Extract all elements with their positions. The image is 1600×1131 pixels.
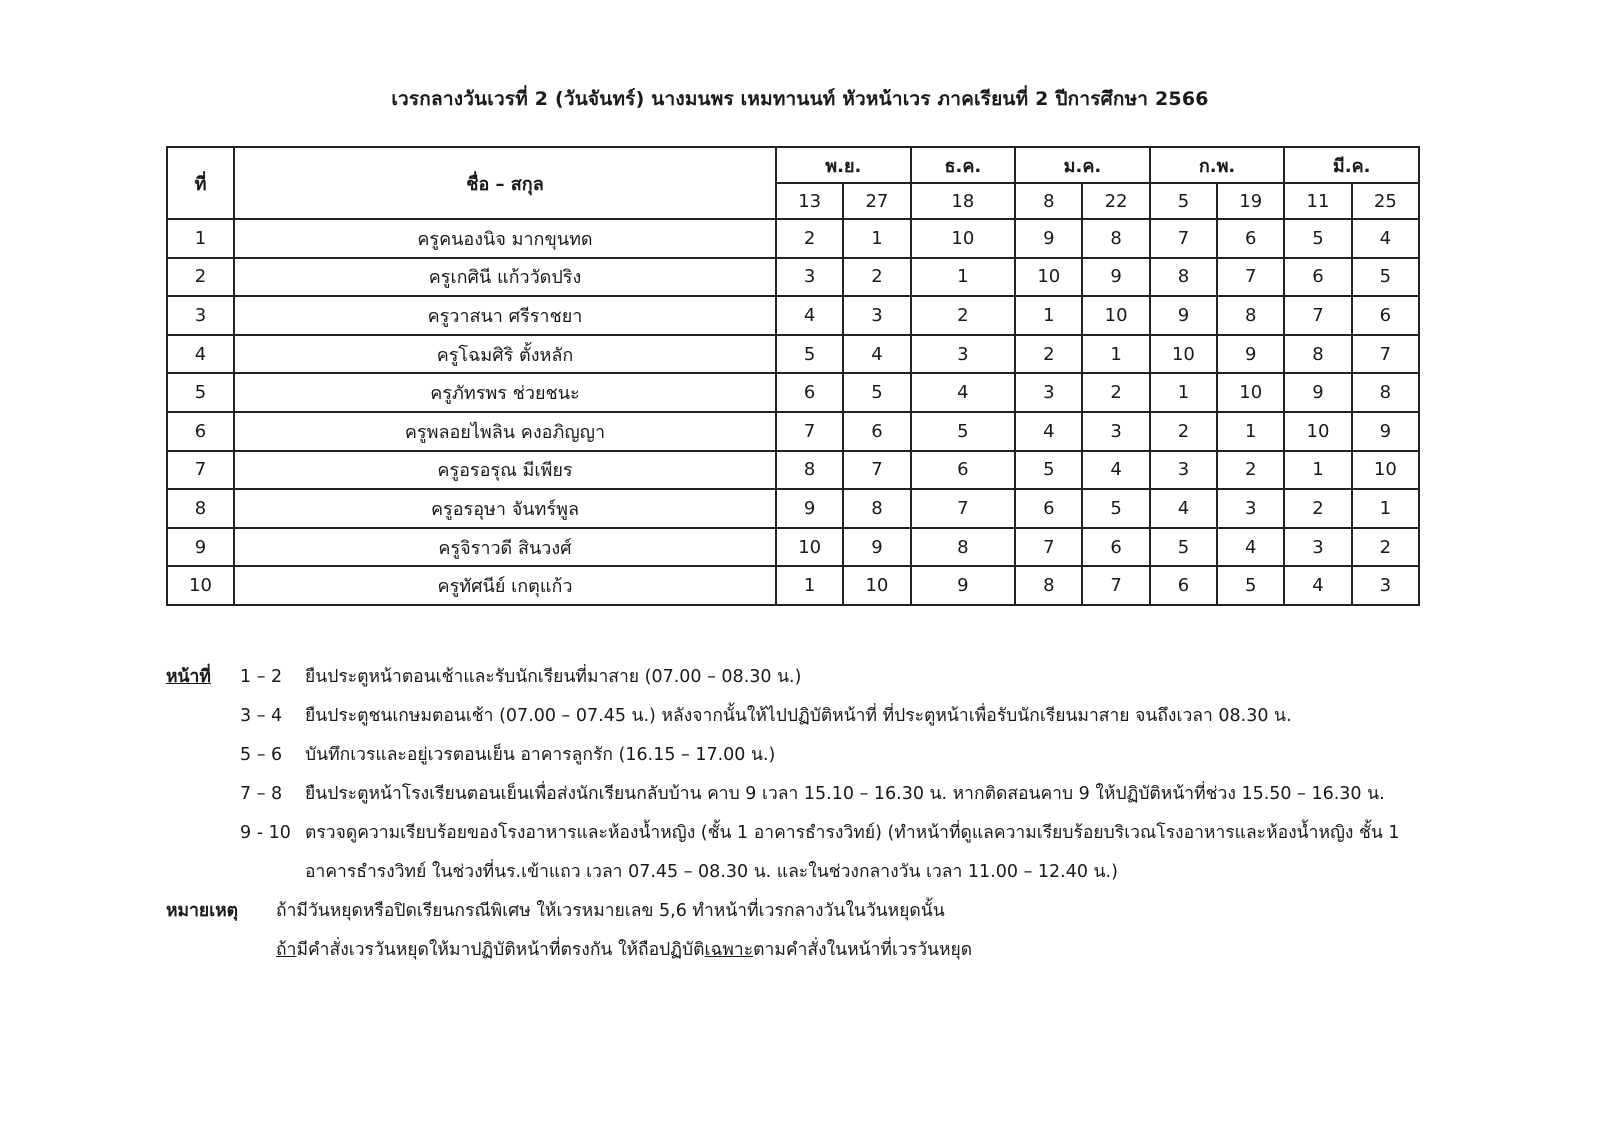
duty-number-cell: 4 — [1352, 219, 1419, 258]
duty-number-cell: 8 — [911, 528, 1016, 567]
duty-number-cell: 4 — [1284, 566, 1351, 605]
duty-number-cell: 1 — [1015, 296, 1082, 335]
duty-number-cell: 10 — [1284, 412, 1351, 451]
row-number: 6 — [167, 412, 234, 451]
duty-description: ยืนประตูชนเกษมตอนเช้า (07.00 – 07.45 น.) หลังจากนั้นให้ไปปฏิบัติหน้าที่ ที่ประตูหน้าเพื่อรับนักเรียนมาสาย จนถึงเวลา 08.30 น. — [305, 706, 1292, 726]
duty-number-cell: 4 — [1082, 451, 1149, 490]
table-row — [167, 335, 1419, 374]
duty-number-cell: 10 — [911, 219, 1016, 258]
duty-number-cell: 6 — [911, 451, 1016, 490]
month-header-row — [167, 147, 1419, 183]
duty-schedule-table — [166, 146, 1420, 606]
remark-line-2-d: ตามคำสั่งในหน้าที่เวรวันหยุด — [753, 940, 973, 960]
duty-number-cell: 1 — [1352, 489, 1419, 528]
month-header: มี.ค. — [1284, 147, 1419, 183]
duty-number-cell: 9 — [911, 566, 1016, 605]
duty-number-cell: 2 — [776, 219, 843, 258]
table-row — [167, 219, 1419, 258]
table-row — [167, 528, 1419, 567]
day-header: 27 — [843, 183, 910, 219]
teacher-name: ครูอรอรุณ มีเพียร — [234, 451, 776, 490]
remark-line-1: ถ้ามีวันหยุดหรือปิดเรียนกรณีพิเศษ ให้เวรหมายเลข 5,6 ทำหน้าที่เวรกลางวันในวันหยุดนั้น — [276, 901, 945, 921]
duty-number-cell: 9 — [1015, 219, 1082, 258]
table-row — [167, 451, 1419, 490]
row-number: 1 — [167, 219, 234, 258]
duty-number-cell: 7 — [1217, 258, 1284, 297]
duty-number-cell: 2 — [843, 258, 910, 297]
day-header: 22 — [1082, 183, 1149, 219]
duty-number-cell: 7 — [1082, 566, 1149, 605]
duty-list — [166, 658, 1426, 892]
duty-number-cell: 2 — [911, 296, 1016, 335]
duty-number-cell: 7 — [911, 489, 1016, 528]
remark-text — [276, 892, 1426, 970]
table-body — [167, 219, 1419, 605]
duty-number-cell: 1 — [911, 258, 1016, 297]
month-header: พ.ย. — [776, 147, 911, 183]
duty-number-cell: 8 — [776, 451, 843, 490]
duty-number-cell: 10 — [776, 528, 843, 567]
duty-number-cell: 4 — [1217, 528, 1284, 567]
duty-number-cell: 5 — [843, 373, 910, 412]
remark-line-2 — [276, 931, 1426, 970]
teacher-name: ครูคนองนิจ มากขุนทด — [234, 219, 776, 258]
col-header-name: ชื่อ – สกุล — [234, 147, 776, 219]
duty-number-cell: 2 — [1082, 373, 1149, 412]
duty-number-cell: 3 — [1015, 373, 1082, 412]
duty-number-cell: 9 — [843, 528, 910, 567]
duty-description: ยืนประตูหน้าตอนเช้าและรับนักเรียนที่มาสาย (07.00 – 08.30 น.) — [305, 667, 802, 687]
duty-number-cell: 2 — [1217, 451, 1284, 490]
duty-number-cell: 6 — [1150, 566, 1217, 605]
table-row — [167, 412, 1419, 451]
duty-number-cell: 10 — [843, 566, 910, 605]
duty-number-cell: 5 — [911, 412, 1016, 451]
duty-number-cell: 9 — [1352, 412, 1419, 451]
duty-number-cell: 6 — [1015, 489, 1082, 528]
duty-range: 9 - 10 — [240, 823, 291, 843]
duty-description: ตรวจดูความเรียบร้อยของโรงอาหารและห้องน้ำหญิง (ชั้น 1 อาคารธำรงวิทย์) (ทำหน้าที่ดูแลความเรียบร้อยบริเวณโรงอาหารและห้องน้ำหญิง ชั้น 1 อาคารธำรงวิทย์ ในช่วงที่นร.เข้าแถว เวลา 07.45 – 08.30 น. และในช่วงกลางวัน เวลา 11.00 – 12.40 น.) — [305, 823, 1400, 882]
teacher-name: ครูจิราวดี สินวงศ์ — [234, 528, 776, 567]
teacher-name: ครูวาสนา ศรีราชยา — [234, 296, 776, 335]
duty-range: 7 – 8 — [240, 784, 283, 804]
duty-number-cell: 9 — [1217, 335, 1284, 374]
duty-number-cell: 2 — [1352, 528, 1419, 567]
duty-number-cell: 4 — [1015, 412, 1082, 451]
row-number: 7 — [167, 451, 234, 490]
duty-number-cell: 10 — [1352, 451, 1419, 490]
duty-number-cell: 8 — [1015, 566, 1082, 605]
duty-number-cell: 6 — [1284, 258, 1351, 297]
day-header: 11 — [1284, 183, 1351, 219]
duty-number-cell: 10 — [1150, 335, 1217, 374]
table-row — [167, 373, 1419, 412]
duty-number-cell: 10 — [1082, 296, 1149, 335]
duty-number-cell: 1 — [1284, 451, 1351, 490]
duty-number-cell: 8 — [1217, 296, 1284, 335]
duty-number-cell: 2 — [1015, 335, 1082, 374]
duty-item — [166, 697, 1426, 736]
duty-number-cell: 9 — [1150, 296, 1217, 335]
duty-item — [166, 736, 1426, 775]
duty-range: 3 – 4 — [240, 706, 283, 726]
duty-number-cell: 1 — [1082, 335, 1149, 374]
row-number: 10 — [167, 566, 234, 605]
duty-number-cell: 8 — [1352, 373, 1419, 412]
duty-number-cell: 9 — [776, 489, 843, 528]
duty-description: บันทึกเวรและอยู่เวรตอนเย็น อาคารลูกรัก (16.15 – 17.00 น.) — [305, 745, 776, 765]
month-header: ธ.ค. — [911, 147, 1016, 183]
teacher-name: ครูโฉมศิริ ตั้งหลัก — [234, 335, 776, 374]
duty-number-cell: 5 — [1015, 451, 1082, 490]
duty-number-cell: 7 — [843, 451, 910, 490]
duty-number-cell: 5 — [1082, 489, 1149, 528]
day-header: 19 — [1217, 183, 1284, 219]
table-row — [167, 296, 1419, 335]
duty-number-cell: 4 — [843, 335, 910, 374]
duty-number-cell: 1 — [1150, 373, 1217, 412]
duty-number-cell: 9 — [1284, 373, 1351, 412]
day-header: 18 — [911, 183, 1016, 219]
duty-number-cell: 6 — [843, 412, 910, 451]
duty-number-cell: 4 — [776, 296, 843, 335]
duty-number-cell: 3 — [1352, 566, 1419, 605]
day-header: 5 — [1150, 183, 1217, 219]
duty-number-cell: 6 — [776, 373, 843, 412]
duty-item — [166, 814, 1426, 892]
table-row — [167, 566, 1419, 605]
duty-number-cell: 5 — [1217, 566, 1284, 605]
duty-number-cell: 3 — [776, 258, 843, 297]
duty-number-cell: 7 — [1015, 528, 1082, 567]
month-header: ม.ค. — [1015, 147, 1150, 183]
duty-number-cell: 5 — [1284, 219, 1351, 258]
remark-row — [166, 892, 1426, 970]
row-number: 3 — [167, 296, 234, 335]
month-header: ก.พ. — [1150, 147, 1285, 183]
duty-number-cell: 8 — [843, 489, 910, 528]
duty-number-cell: 1 — [776, 566, 843, 605]
duty-number-cell: 3 — [843, 296, 910, 335]
row-number: 2 — [167, 258, 234, 297]
duty-range: 1 – 2 — [240, 667, 283, 687]
duty-number-cell: 3 — [1082, 412, 1149, 451]
duty-number-cell: 2 — [1284, 489, 1351, 528]
day-header: 13 — [776, 183, 843, 219]
duty-number-cell: 5 — [1150, 528, 1217, 567]
teacher-name: ครูเกศินี แก้ววัดปริง — [234, 258, 776, 297]
duty-number-cell: 5 — [1352, 258, 1419, 297]
day-header: 8 — [1015, 183, 1082, 219]
remark-line-2-c: เฉพาะ — [704, 940, 754, 960]
duty-number-cell: 8 — [1150, 258, 1217, 297]
duty-number-cell: 7 — [776, 412, 843, 451]
duty-number-cell: 10 — [1015, 258, 1082, 297]
duty-number-cell: 8 — [1284, 335, 1351, 374]
duty-number-cell: 5 — [776, 335, 843, 374]
duty-number-cell: 1 — [1217, 412, 1284, 451]
row-number: 5 — [167, 373, 234, 412]
teacher-name: ครูพลอยไพลิน คงอภิญญา — [234, 412, 776, 451]
duty-number-cell: 3 — [1217, 489, 1284, 528]
duty-number-cell: 10 — [1217, 373, 1284, 412]
duty-number-cell: 4 — [911, 373, 1016, 412]
duty-number-cell: 9 — [1082, 258, 1149, 297]
remark-label: หมายเหตุ — [166, 901, 239, 921]
day-header: 25 — [1352, 183, 1419, 219]
teacher-name: ครูทัศนีย์ เกตุแก้ว — [234, 566, 776, 605]
teacher-name: ครูภัทรพร ช่วยชนะ — [234, 373, 776, 412]
duty-number-cell: 6 — [1217, 219, 1284, 258]
teacher-name: ครูอรอุษา จันทร์พูล — [234, 489, 776, 528]
duty-item — [166, 658, 1426, 697]
duty-number-cell: 4 — [1150, 489, 1217, 528]
row-number: 8 — [167, 489, 234, 528]
duty-number-cell: 2 — [1150, 412, 1217, 451]
table-row — [167, 258, 1419, 297]
duty-description: ยืนประตูหน้าโรงเรียนตอนเย็นเพื่อส่งนักเรียนกลับบ้าน คาบ 9 เวลา 15.10 – 16.30 น. หากติดสอนคาบ 9 ให้ปฏิบัติหน้าที่ช่วง 15.50 – 16.30 น. — [305, 784, 1385, 804]
duty-number-cell: 7 — [1150, 219, 1217, 258]
table-row — [167, 489, 1419, 528]
duty-number-cell: 7 — [1352, 335, 1419, 374]
row-number: 9 — [167, 528, 234, 567]
duty-number-cell: 8 — [1082, 219, 1149, 258]
remark-line-2-b: มีคำสั่งเวรวันหยุดให้มาปฏิบัติหน้าที่ตรงกัน ให้ถือปฏิบัติ — [296, 940, 705, 960]
duty-item — [166, 775, 1426, 814]
remark-line-2-a: ถ้า — [276, 940, 297, 960]
duty-number-cell: 1 — [843, 219, 910, 258]
duty-number-cell: 6 — [1082, 528, 1149, 567]
duty-number-cell: 3 — [911, 335, 1016, 374]
col-header-no: ที่ — [167, 147, 234, 219]
duty-number-cell: 7 — [1284, 296, 1351, 335]
duty-number-cell: 3 — [1150, 451, 1217, 490]
duty-number-cell: 6 — [1352, 296, 1419, 335]
document-title: เวรกลางวันเวรที่ 2 (วันจันทร์) นางมนพร เหมทานนท์ หัวหน้าเวร ภาคเรียนที่ 2 ปีการศึกษา 2566 — [391, 88, 1209, 110]
notes-section — [166, 658, 1426, 970]
duty-heading: หน้าที่ — [166, 667, 211, 687]
duty-range: 5 – 6 — [240, 745, 283, 765]
row-number: 4 — [167, 335, 234, 374]
duty-number-cell: 3 — [1284, 528, 1351, 567]
